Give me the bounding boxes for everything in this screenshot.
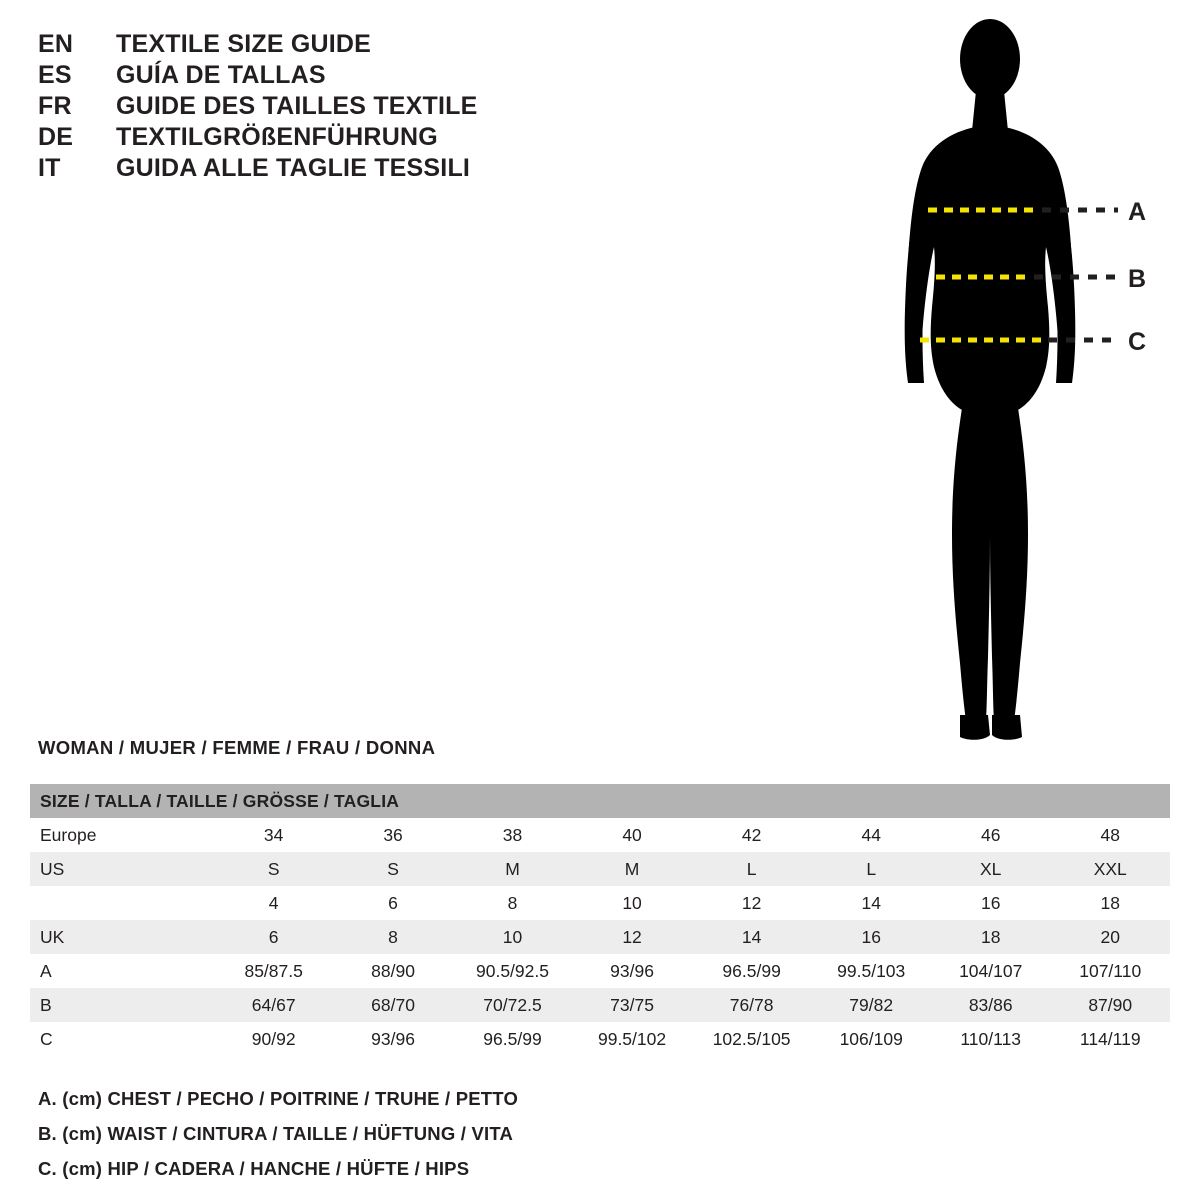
footnotes (38, 1088, 938, 1193)
cell-europe-4: 42 (692, 818, 812, 852)
cell-a-0: 85/87.5 (214, 954, 333, 988)
cell-usnum-0: 4 (214, 886, 333, 920)
cell-usnum-4: 12 (692, 886, 812, 920)
cell-usnum-5: 14 (811, 886, 931, 920)
title-text-fr: GUIDE DES TAILLES TEXTILE (116, 92, 478, 120)
table-row-us (30, 852, 1170, 886)
cell-c-4: 102.5/105 (692, 1022, 812, 1056)
title-text-de: TEXTILGRÖßENFÜHRUNG (116, 123, 438, 151)
footnote-chest: A. (cm) CHEST / PECHO / POITRINE / TRUHE / PETTO (38, 1088, 519, 1109)
cell-uk-1: 8 (333, 920, 452, 954)
row-label-b: B (30, 988, 214, 1022)
table-row-europe (30, 818, 1170, 852)
table-row-uk (30, 920, 1170, 954)
cell-europe-6: 46 (931, 818, 1050, 852)
cell-a-6: 104/107 (931, 954, 1050, 988)
cell-usnum-1: 6 (333, 886, 452, 920)
cell-b-2: 70/72.5 (453, 988, 573, 1022)
table-row-c (30, 1022, 1170, 1056)
cell-b-4: 76/78 (692, 988, 812, 1022)
cell-a-5: 99.5/103 (811, 954, 931, 988)
table-header-row (30, 784, 1170, 818)
cell-a-1: 88/90 (333, 954, 452, 988)
cell-us-5: L (811, 852, 931, 886)
cell-c-5: 106/109 (811, 1022, 931, 1056)
cell-us-4: L (692, 852, 812, 886)
cell-europe-3: 40 (572, 818, 692, 852)
female-silhouette-icon (905, 19, 1076, 740)
cell-usnum-6: 16 (931, 886, 1050, 920)
size-table (30, 784, 1170, 1056)
cell-us-1: S (333, 852, 452, 886)
cell-c-2: 96.5/99 (453, 1022, 573, 1056)
cell-usnum-7: 18 (1050, 886, 1170, 920)
title-lang-es: ES (38, 61, 72, 89)
footnote-waist: B. (cm) WAIST / CINTURA / TAILLE / HÜFTUNG / VITA (38, 1123, 514, 1144)
cell-us-2: M (453, 852, 573, 886)
cell-b-1: 68/70 (333, 988, 452, 1022)
cell-b-3: 73/75 (572, 988, 692, 1022)
cell-uk-6: 18 (931, 920, 1050, 954)
waist-marker-label: B (1128, 265, 1147, 293)
cell-us-0: S (214, 852, 333, 886)
table-header-cell: SIZE / TALLA / TAILLE / GRÖSSE / TAGLIA (30, 784, 1170, 818)
cell-c-6: 110/113 (931, 1022, 1050, 1056)
row-label-us: US (30, 852, 214, 886)
row-label-a: A (30, 954, 214, 988)
title-lang-fr: FR (38, 92, 72, 120)
hip-marker-label: C (1128, 328, 1147, 356)
cell-usnum-2: 8 (453, 886, 573, 920)
cell-uk-4: 14 (692, 920, 812, 954)
cell-usnum-3: 10 (572, 886, 692, 920)
title-text-it: GUIDA ALLE TAGLIE TESSILI (116, 154, 471, 182)
cell-c-1: 93/96 (333, 1022, 452, 1056)
cell-europe-0: 34 (214, 818, 333, 852)
cell-b-7: 87/90 (1050, 988, 1170, 1022)
cell-a-2: 90.5/92.5 (453, 954, 573, 988)
cell-c-0: 90/92 (214, 1022, 333, 1056)
title-row-it (38, 154, 678, 183)
cell-a-4: 96.5/99 (692, 954, 812, 988)
title-lang-de: DE (38, 123, 74, 151)
row-label-us-numeric (30, 886, 214, 920)
cell-us-6: XL (931, 852, 1050, 886)
chest-marker-label: A (1128, 198, 1147, 226)
title-row-en (38, 30, 678, 59)
footnote-hip: C. (cm) HIP / CADERA / HANCHE / HÜFTE / HIPS (38, 1158, 470, 1179)
title-block (38, 30, 678, 185)
cell-c-7: 114/119 (1050, 1022, 1170, 1056)
cell-c-3: 99.5/102 (572, 1022, 692, 1056)
title-text-en: TEXTILE SIZE GUIDE (116, 30, 372, 58)
title-row-fr (38, 92, 678, 121)
row-label-uk: UK (30, 920, 214, 954)
cell-uk-5: 16 (811, 920, 931, 954)
cell-us-3: M (572, 852, 692, 886)
table-row-b (30, 988, 1170, 1022)
cell-a-3: 93/96 (572, 954, 692, 988)
table-row-a (30, 954, 1170, 988)
cell-uk-0: 6 (214, 920, 333, 954)
cell-us-7: XXL (1050, 852, 1170, 886)
cell-b-5: 79/82 (811, 988, 931, 1022)
cell-a-7: 107/110 (1050, 954, 1170, 988)
cell-europe-1: 36 (333, 818, 452, 852)
title-lang-en: EN (38, 30, 74, 58)
cell-europe-7: 48 (1050, 818, 1170, 852)
title-row-de (38, 123, 678, 152)
cell-uk-2: 10 (453, 920, 573, 954)
row-label-europe: Europe (30, 818, 214, 852)
table-row-us-numeric (30, 886, 1170, 920)
section-label-woman: WOMAN / MUJER / FEMME / FRAU / DONNA (38, 737, 436, 758)
cell-b-6: 83/86 (931, 988, 1050, 1022)
cell-uk-3: 12 (572, 920, 692, 954)
cell-europe-5: 44 (811, 818, 931, 852)
title-text-es: GUÍA DE TALLAS (116, 61, 326, 89)
title-lang-it: IT (38, 154, 61, 182)
cell-b-0: 64/67 (214, 988, 333, 1022)
title-row-es (38, 61, 678, 90)
cell-uk-7: 20 (1050, 920, 1170, 954)
row-label-c: C (30, 1022, 214, 1056)
body-figure (860, 15, 1180, 745)
cell-europe-2: 38 (453, 818, 573, 852)
